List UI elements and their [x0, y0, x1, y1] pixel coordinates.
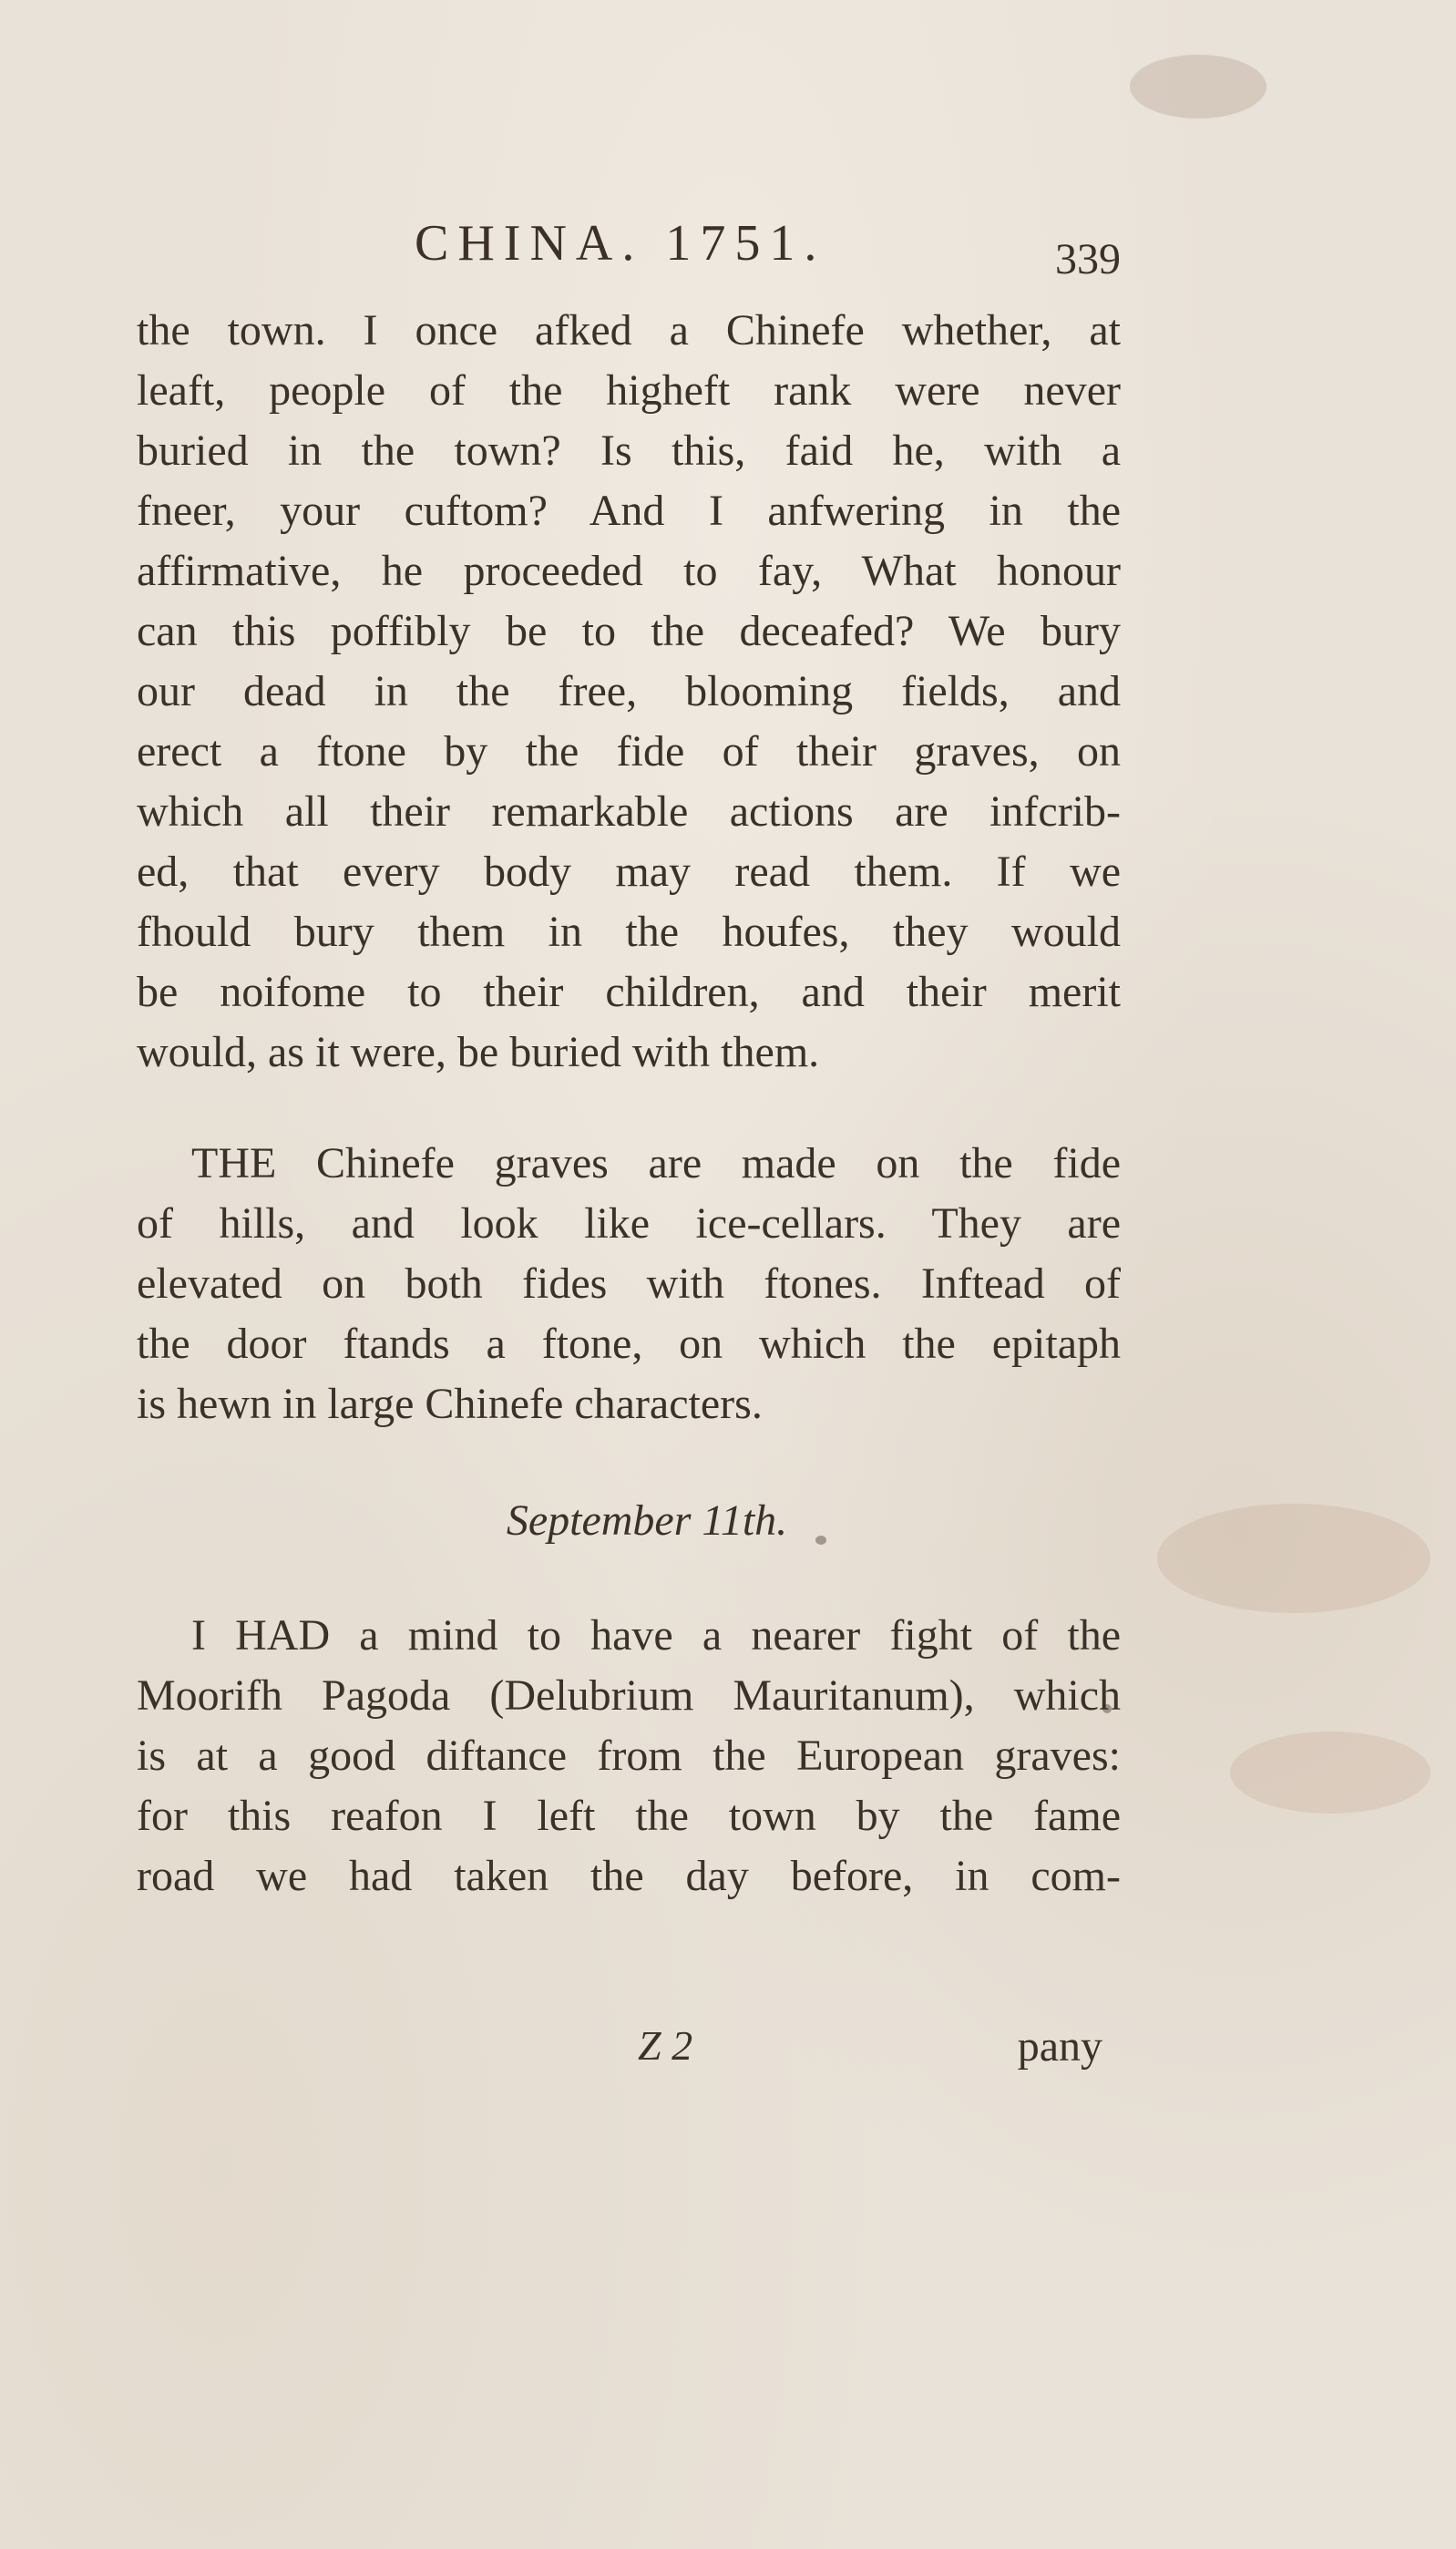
- paragraph-3: [137, 1606, 1121, 1907]
- text-line: for this reafon I left the town by the fame: [137, 1792, 1121, 1840]
- text-line: I HAD a mind to have a nearer fight of the: [191, 1611, 1121, 1660]
- signature-mark: Z 2: [638, 2022, 693, 2069]
- text-line: of hills, and look like ice-cellars. They are: [137, 1199, 1121, 1248]
- text-line: fhould bury them in the houfes, they would: [137, 908, 1121, 956]
- text-line: is hewn in large Chinefe characters.: [137, 1380, 763, 1428]
- catchword: pany: [1017, 2022, 1102, 2071]
- paragraph-gap: [137, 1083, 1121, 1134]
- text-line: ed, that every body may read them. If we: [137, 848, 1121, 896]
- text-line: Moorifh Pagoda (Delubrium Mauritanum), which: [137, 1671, 1121, 1720]
- text-line: elevated on both fides with ftones. Inftead of: [137, 1259, 1121, 1308]
- paper-stain: [1130, 55, 1266, 118]
- paragraph-2: [137, 1134, 1121, 1434]
- text-line: erect a ftone by the fide of their graves, on: [137, 727, 1121, 776]
- running-head: CHINA. 1751.: [415, 215, 826, 272]
- text-line: be noifome to their children, and their merit: [137, 968, 1121, 1016]
- section-heading: September 11th.: [506, 1496, 788, 1545]
- text-line: affirmative, he proceeded to fay, What honour: [137, 547, 1121, 595]
- text-line: our dead in the free, blooming fields, and: [137, 667, 1121, 715]
- paragraph-1: [137, 301, 1121, 1083]
- text-line: the door ftands a ftone, on which the epitaph: [137, 1320, 1121, 1368]
- text-line: would, as it were, be buried with them.: [137, 1028, 820, 1076]
- page-number: 339: [1055, 235, 1121, 283]
- text-line: which all their remarkable actions are infcrib-: [137, 787, 1121, 836]
- text-line: is at a good diftance from the European graves:: [137, 1732, 1121, 1780]
- text-line: buried in the town? Is this, faid he, with a: [137, 427, 1121, 475]
- page-header: [137, 214, 1121, 287]
- text-line: THE Chinefe graves are made on the fide: [191, 1139, 1121, 1187]
- text-line: can this poffibly be to the deceafed? We bury: [137, 607, 1121, 655]
- text-line: road we had taken the day before, in com-: [137, 1852, 1121, 1900]
- text-line: leaft, people of the higheft rank were never: [137, 366, 1121, 415]
- text-line: the town. I once afked a Chinefe whether, at: [137, 306, 1121, 355]
- paper-stain: [1230, 1732, 1430, 1814]
- page-footer: [137, 2021, 1121, 2081]
- body-text: [137, 301, 1121, 1907]
- paper-stain: [1157, 1504, 1430, 1613]
- text-line: fneer, your cuftom? And I anfwering in the: [137, 487, 1121, 535]
